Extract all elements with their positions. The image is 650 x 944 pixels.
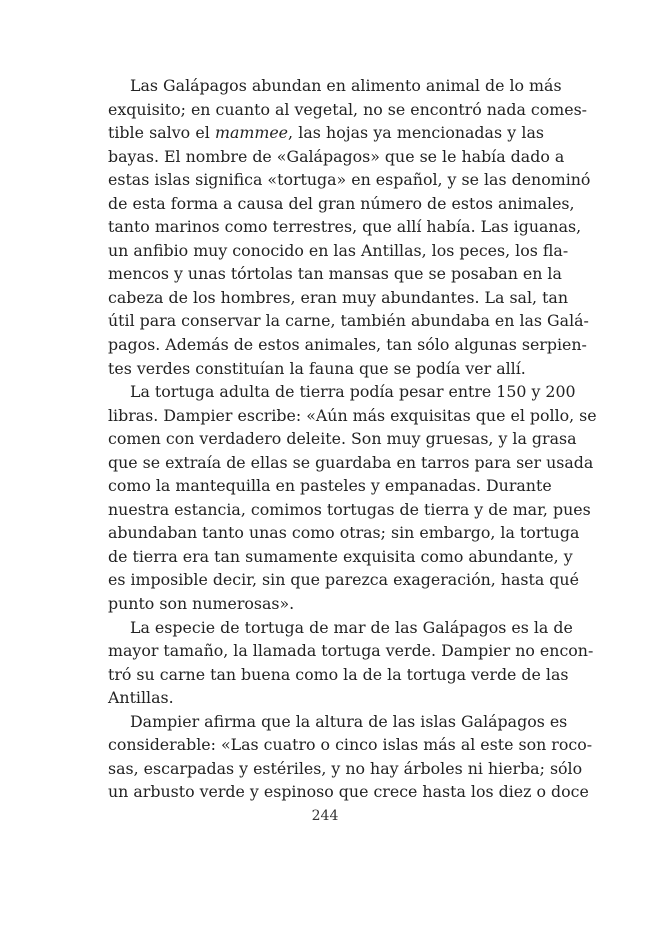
text-line: Antillas.: [108, 688, 174, 708]
text-line: un anfibio muy conocido en las Antillas, los peces, los fla-: [108, 240, 569, 260]
paragraph-3: [108, 616, 594, 710]
text-line: útil para conservar la carne, también abundaba en las Galá-: [108, 311, 589, 331]
text-line: sas, escarpadas y estériles, y no hay árboles ni hierba; sólo: [108, 758, 583, 778]
paragraph-1: [108, 74, 591, 380]
text-line: como la mantequilla en pasteles y empanadas. Durante: [108, 476, 552, 496]
text-line: de esta forma a causa del gran número de estos animales,: [108, 193, 575, 213]
text-line: mencos y unas tórtolas tan mansas que se posaban en la: [108, 264, 562, 284]
text-line: considerable: «Las cuatro o cinco islas más al este son roco-: [108, 735, 593, 755]
text-line: un arbusto verde y espinoso que crece hasta los diez o doce: [108, 782, 589, 802]
text-line: bayas. El nombre de «Galápagos» que se le había dado a: [108, 146, 565, 166]
text-line: [108, 121, 544, 145]
text-line: La tortuga adulta de tierra podía pesar entre 150 y 200: [130, 382, 576, 402]
text-line: punto son numerosas».: [108, 594, 295, 614]
text-line: de tierra era tan sumamente exquisita como abundante, y: [108, 546, 573, 566]
text-fragment: tible salvo el: [108, 123, 215, 143]
italic-term: mammee: [214, 123, 289, 143]
text-line: pagos. Además de estos animales, tan sólo algunas serpien-: [108, 335, 587, 355]
text-line: cabeza de los hombres, eran muy abundantes. La sal, tan: [108, 287, 569, 307]
text-line: es imposible decir, sin que parezca exageración, hasta qué: [108, 570, 579, 590]
text-line: estas islas significa «tortuga» en español, y se las denominó: [108, 170, 591, 190]
text-line: La especie de tortuga de mar de las Galápagos es la de: [130, 617, 573, 637]
paragraph-2: [108, 380, 597, 615]
paragraph-4: [108, 710, 593, 804]
text-fragment: , las hojas ya mencionadas y las: [288, 123, 544, 143]
text-line: Las Galápagos abundan en alimento animal de lo más: [130, 76, 562, 95]
text-line: Dampier afirma que la altura de las islas Galápagos es: [130, 711, 568, 731]
text-line: exquisito; en cuanto al vegetal, no se encontró nada comes-: [108, 99, 588, 119]
text-line: comen con verdadero deleite. Son muy gruesas, y la grasa: [108, 429, 577, 449]
text-line: tanto marinos como terrestres, que allí había. Las iguanas,: [108, 217, 582, 237]
text-line: abundaban tanto unas como otras; sin embargo, la tortuga: [108, 523, 580, 543]
text-line: mayor tamaño, la llamada tortuga verde. Dampier no encon-: [108, 641, 594, 661]
page-number: 244: [311, 808, 339, 824]
body-text: [108, 74, 597, 804]
text-line: tró su carne tan buena como la de la tortuga verde de las: [108, 664, 569, 684]
text-line: libras. Dampier escribe: «Aún más exquisitas que el pollo, se: [108, 405, 597, 425]
text-line: tes verdes constituían la fauna que se podía ver allí.: [108, 358, 526, 378]
text-line: nuestra estancia, comimos tortugas de tierra y de mar, pues: [108, 499, 591, 519]
text-line: que se extraía de ellas se guardaba en tarros para ser usada: [108, 452, 594, 472]
